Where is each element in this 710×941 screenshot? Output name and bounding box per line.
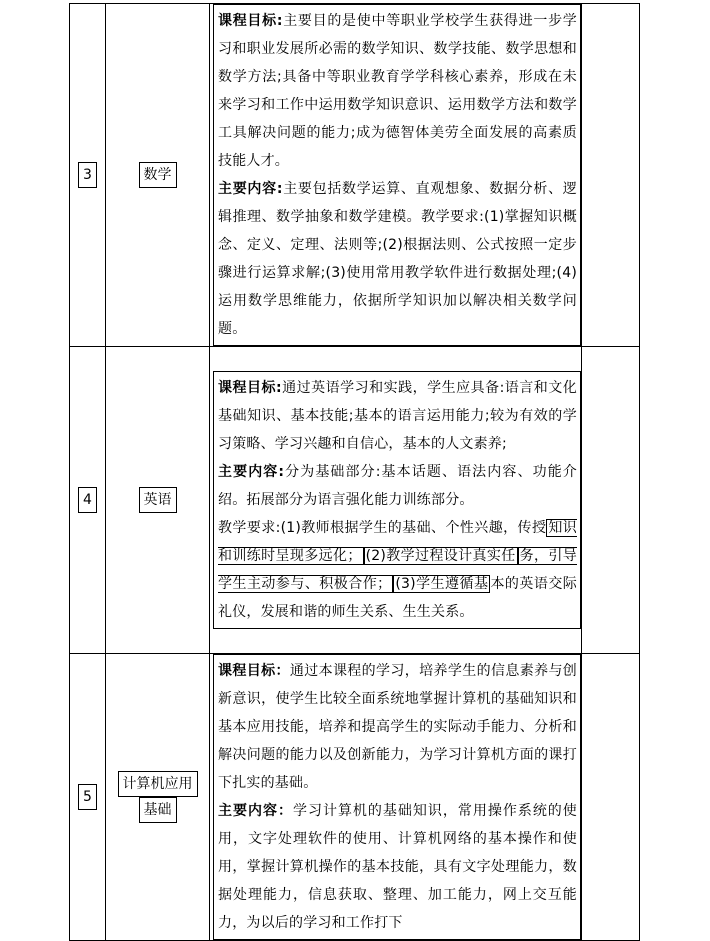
course-name: 计算机应用	[118, 771, 198, 797]
course-content	[218, 458, 577, 514]
goal-label: 课程目标:	[218, 13, 283, 29]
course-description-cell	[210, 4, 582, 347]
course-name: 英语	[139, 487, 177, 513]
row-number-cell	[70, 347, 106, 654]
course-content	[218, 797, 577, 937]
row-number: 4	[78, 487, 97, 513]
requirements-segment: (2)教学过程设计真实任	[365, 548, 516, 564]
requirements-segment: 务，引导学生主动参与、积极合作；	[218, 548, 577, 592]
course-name: 数学	[139, 162, 177, 188]
course-name-cell	[106, 654, 210, 941]
course-goal	[218, 374, 577, 458]
course-name-continued: 基础	[139, 797, 177, 823]
table-row	[70, 4, 640, 347]
course-description	[213, 371, 581, 629]
goal-text: 通过英语学习和实践，学生应具备:语言和文化基础知识、基本技能;基本的语言运用能力;较为有效的学习策略、学习兴趣和自信心，基本的人文素养;	[218, 380, 577, 452]
course-goal	[218, 7, 577, 175]
requirements-tail: 本的英语交际礼仪，发展和谐的师生关系、生生关系。	[218, 576, 578, 620]
table-row	[70, 654, 640, 941]
empty-cell	[582, 347, 640, 654]
course-description-cell	[210, 347, 582, 654]
course-table	[69, 3, 640, 941]
requirements-segment: (3)学生遵循基	[395, 576, 489, 592]
content-label: 主要内容:	[218, 464, 285, 480]
course-description	[213, 4, 581, 346]
row-number-cell	[70, 4, 106, 347]
empty-cell	[582, 4, 640, 347]
content-label: 主要内容:	[218, 181, 283, 197]
requirements-intro: 教学要求:(1)教师根据学生的基础、个性兴趣，传授	[218, 520, 547, 536]
table-row	[70, 347, 640, 654]
goal-text: 主要目的是使中等职业学校学生获得进一步学习和职业发展所必需的数学知识、数学技能、数学思想和数学方法;具备中等职业教育学学科核心素养，形成在未来学习和工作中运用数学知识意识、运用数学方法和数学工具解决问题的能力;成为德智体美劳全面发展的高素质技能人才。	[218, 13, 577, 169]
course-name-cell	[106, 4, 210, 347]
content-text: 主要包括数学运算、直观想象、数据分析、逻辑推理、数学抽象和数学建模。教学要求:(1)掌握知识概念、定义、定理、法则等;(2)根据法则、公式按照一定步骤进行运算求解;(3)使用常用教学软件进行数据处理;(4)运用数学思维能力，依据所学知识加以解决相关数学问题。	[218, 181, 577, 337]
goal-label: 课程目标：	[218, 663, 290, 679]
course-name-cell	[106, 347, 210, 654]
row-number-cell	[70, 654, 106, 941]
course-description-cell	[210, 654, 582, 941]
content-label: 主要内容：	[218, 803, 293, 819]
course-content	[218, 175, 577, 343]
goal-label: 课程目标:	[218, 380, 282, 396]
course-description	[213, 654, 581, 940]
requirements-segment: 知识和训练时呈现多远化；	[218, 520, 577, 564]
goal-text: 通过本课程的学习，培养学生的信息素养与创新意识，使学生比较全面系统地掌握计算机的基础知识和基本应用技能，培养和提高学生的实际动手能力、分析和解决问题的能力以及创新能力，为学习计算机方面的课打下扎实的基础。	[218, 663, 578, 791]
row-number: 5	[78, 784, 97, 810]
content-text: 分为基础部分:基本话题、语法内容、功能介绍。拓展部分为语言强化能力训练部分。	[218, 464, 577, 508]
content-text: 学习计算机的基础知识，常用操作系统的使用，文字处理软件的使用、计算机网络的基本操作和使用，掌握计算机操作的基本技能，具有文字处理能力，数据处理能力，信息获取、整理、加工能力，网上交互能力，为以后的学习和工作打下	[218, 803, 578, 931]
empty-cell	[582, 654, 640, 941]
course-goal	[218, 657, 577, 797]
row-number: 3	[78, 162, 97, 188]
teaching-requirements	[218, 514, 577, 626]
